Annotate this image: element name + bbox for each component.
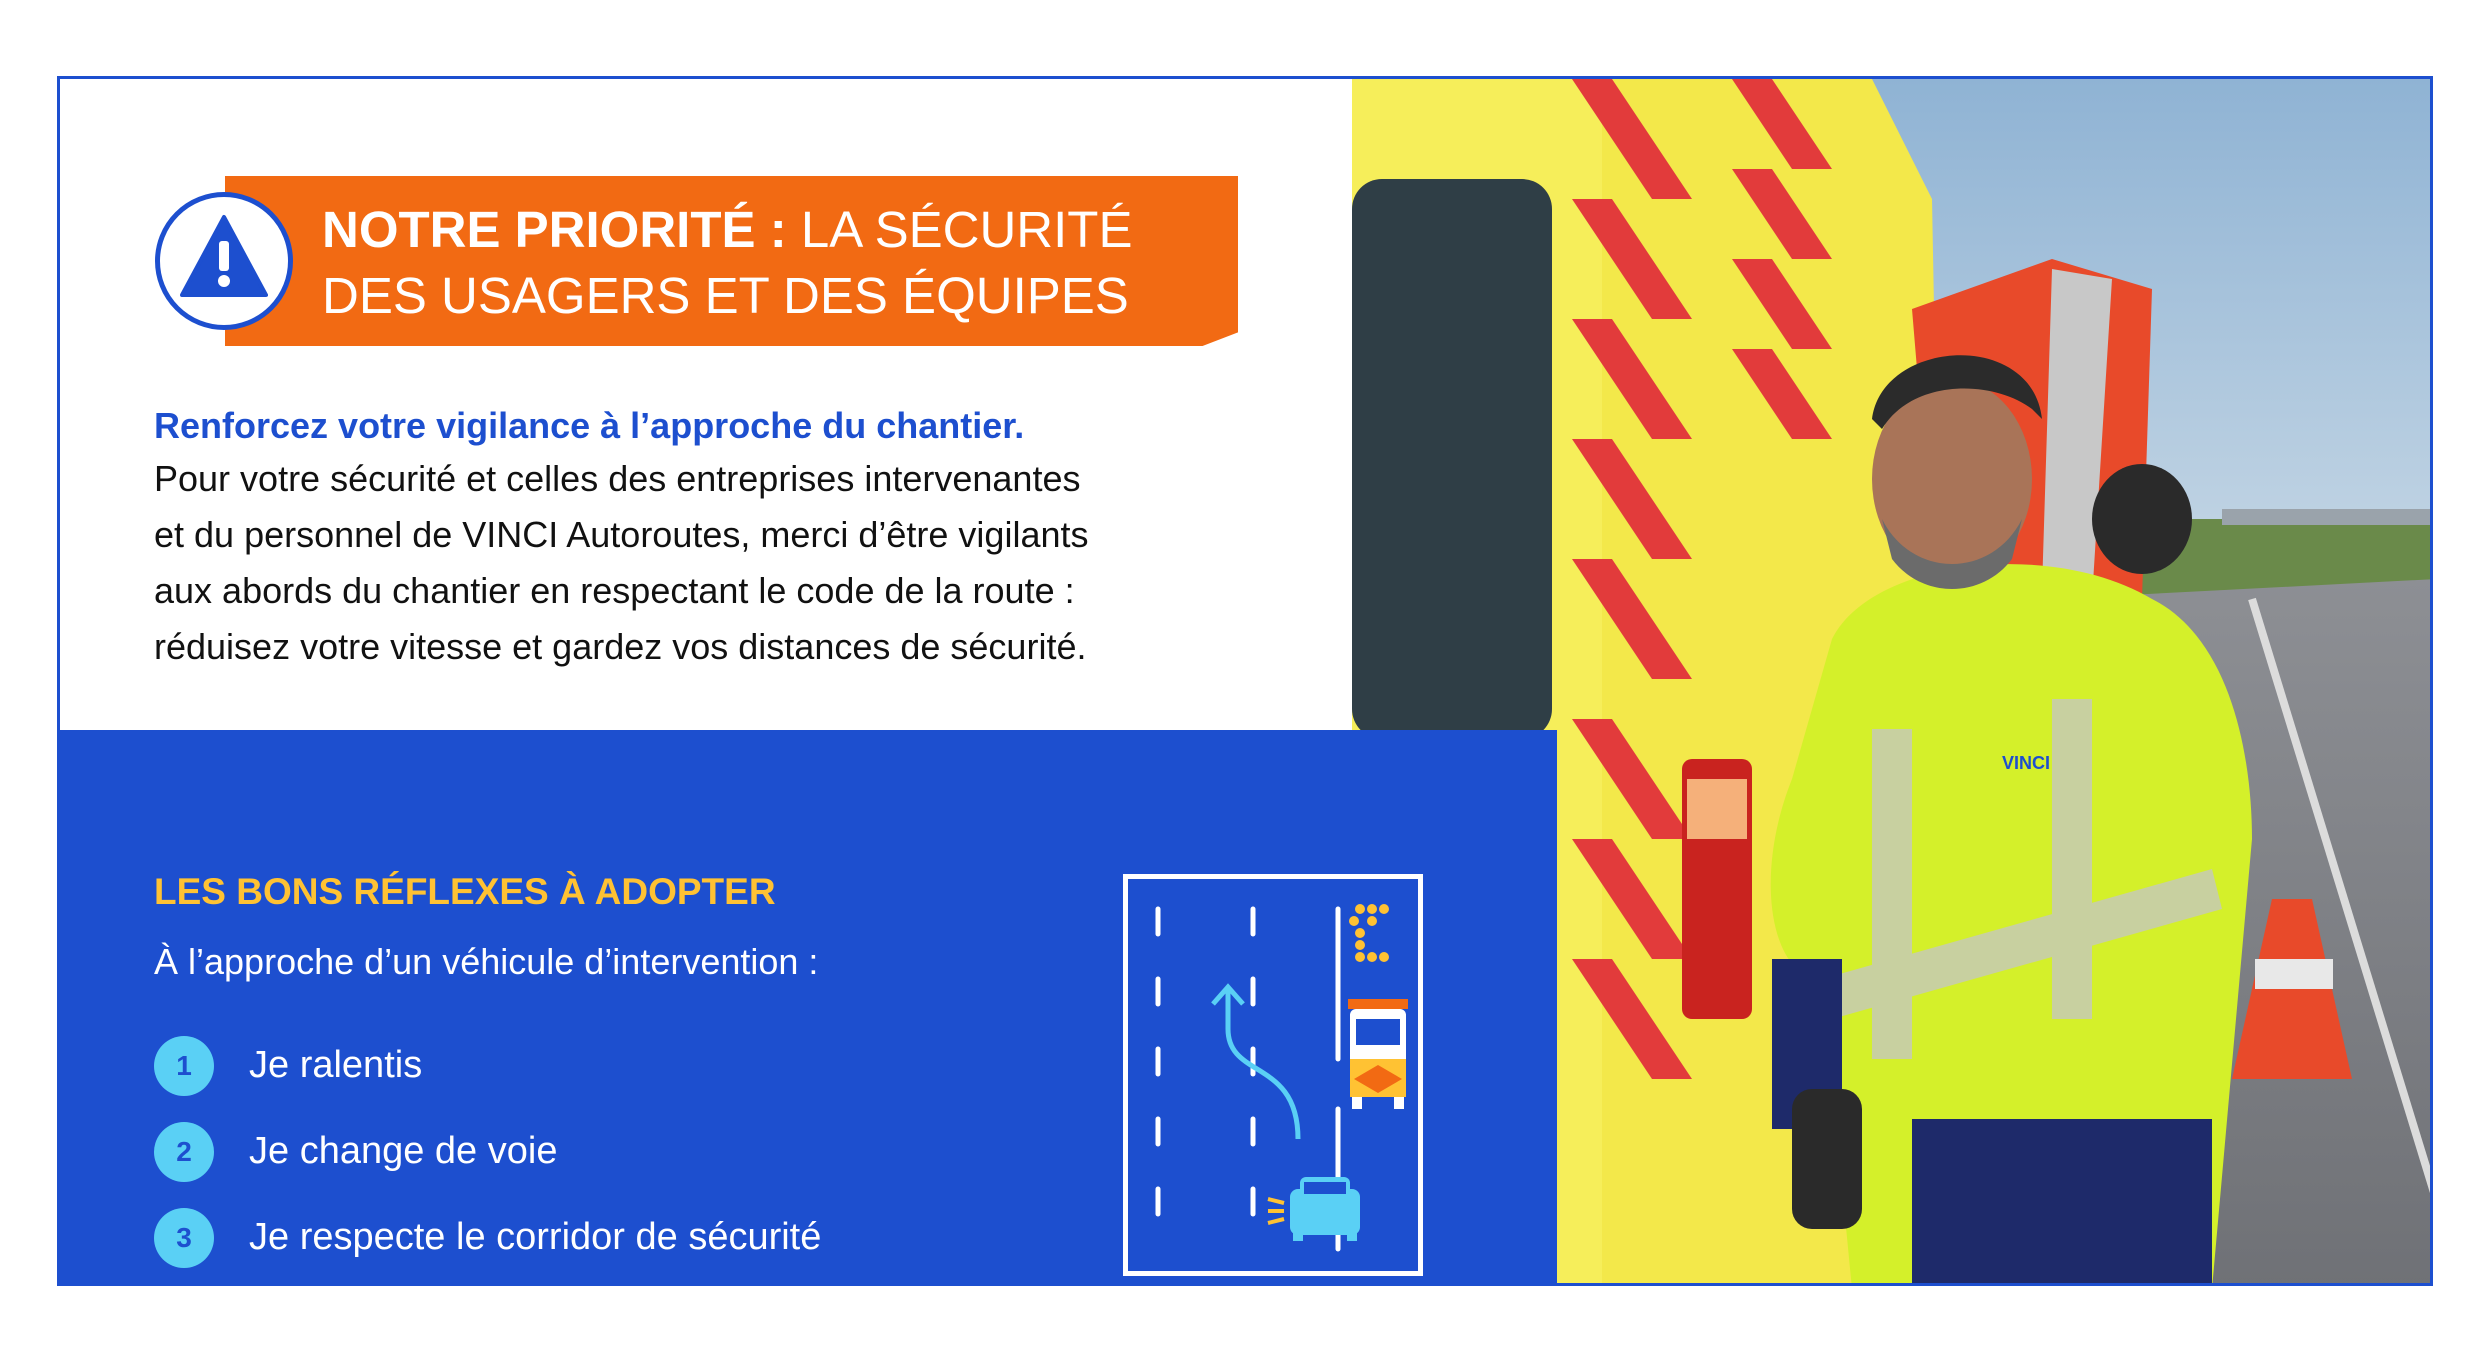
car-icon	[1268, 1177, 1360, 1241]
intro-line: aux abords du chantier en respectant le code de la route :	[154, 570, 1075, 611]
lane-change-diagram	[1123, 874, 1423, 1276]
warning-icon	[155, 192, 293, 330]
banner-title	[322, 197, 1132, 329]
infographic-frame	[57, 76, 2433, 1286]
step-number-badge: 3	[154, 1208, 214, 1268]
reflexes-subtitle: À l’approche d’un véhicule d’intervention :	[154, 941, 819, 982]
step-label: Je respecte le corridor de sécurité	[249, 1216, 822, 1258]
step-label: Je ralentis	[249, 1044, 423, 1086]
banner-title-bold: NOTRE PRIORITÉ :	[322, 201, 787, 258]
arrow-board-icon	[1349, 904, 1389, 962]
intro-line: Pour votre sécurité et celles des entreprises intervenantes	[154, 458, 1081, 499]
intro-headline: Renforcez votre vigilance à l’approche du chantier.	[154, 405, 1025, 446]
vinci-logo-text: VINCI	[2002, 753, 2051, 773]
reflexes-title: LES BONS RÉFLEXES À ADOPTER	[154, 871, 776, 912]
intro-body	[154, 451, 1304, 675]
step-number-badge: 1	[154, 1036, 214, 1096]
banner-title-rest: LA SÉCURITÉ	[786, 201, 1133, 258]
intro-line: et du personnel de VINCI Autoroutes, merci d’être vigilants	[154, 514, 1089, 555]
intro-line: réduisez votre vitesse et gardez vos distances de sécurité.	[154, 626, 1087, 667]
step-label: Je change de voie	[249, 1130, 558, 1172]
intervention-vehicle-icon	[1348, 999, 1408, 1109]
step-number-badge: 2	[154, 1122, 214, 1182]
banner-title-line2: DES USAGERS ET DES ÉQUIPES	[322, 267, 1129, 324]
lane-change-arrow-icon	[1228, 989, 1298, 1139]
